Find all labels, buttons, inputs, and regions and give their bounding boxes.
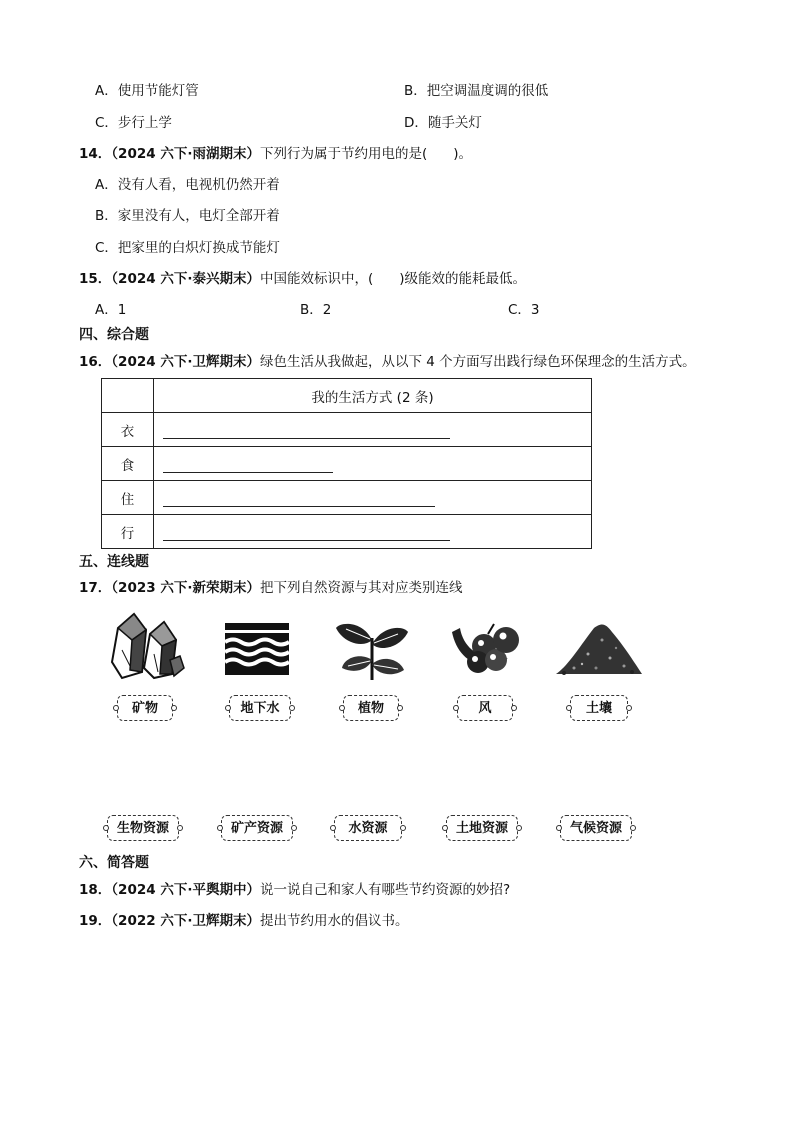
question-number: 18．	[79, 882, 112, 898]
row-label: 行	[102, 515, 154, 549]
q15-option-a: A．1	[95, 302, 127, 318]
table-row	[102, 447, 592, 481]
mineral-crystal-icon	[104, 610, 186, 682]
category-label-climate[interactable]: 气候资源	[560, 815, 632, 841]
table-header: 我的生活方式 (2 条)	[154, 379, 592, 413]
q14-option-b: B．家里没有人，电灯全部开着	[95, 208, 280, 224]
q14-option-c: C．把家里的白炽灯换成节能灯	[95, 240, 280, 256]
question-number: 16．	[79, 354, 112, 370]
question-source: （2022 六下·卫辉期末）	[111, 913, 260, 929]
section-heading: 六、简答题	[79, 855, 149, 871]
question-source: （2024 六下·雨湖期末）	[111, 146, 260, 162]
question-source: （2024 六下·泰兴期末）	[111, 271, 260, 287]
q15-option-b: B．2	[300, 302, 332, 318]
fruit-icon	[448, 618, 522, 680]
section-heading: 四、综合题	[79, 327, 149, 343]
answer-blank[interactable]	[163, 526, 450, 541]
item-label-soil[interactable]: 土壤	[570, 695, 628, 721]
groundwater-icon	[224, 622, 290, 676]
question-source: （2024 六下·卫辉期末）	[111, 354, 260, 370]
question-text: 把下列自然资源与其对应类别连线	[259, 580, 463, 596]
question-number: 15．	[79, 271, 112, 287]
item-label-wind[interactable]: 风	[457, 695, 513, 721]
question-number: 19．	[79, 913, 112, 929]
answer-blank[interactable]	[163, 458, 333, 473]
q14-stem	[79, 145, 472, 163]
question-text: 绿色生活从我做起，从以下 4 个方面写出践行绿色环保理念的生活方式。	[259, 354, 696, 370]
item-label-mineral[interactable]: 矿物	[117, 695, 173, 721]
q15-option-c: C．3	[508, 302, 540, 318]
question-text-end: )。	[453, 146, 473, 162]
q15-stem	[79, 270, 526, 288]
question-source: （2024 六下·平舆期中）	[111, 882, 260, 898]
q16-stem	[79, 353, 696, 371]
table-header-row	[102, 379, 592, 413]
question-number: 14．	[79, 146, 112, 162]
q17-stem	[79, 579, 462, 597]
q13-option-b: B．把空调温度调的很低	[404, 83, 549, 99]
q14-option-a: A．没有人看，电视机仍然开着	[95, 177, 280, 193]
category-label-biological[interactable]: 生物资源	[107, 815, 179, 841]
q13-option-a: A．使用节能灯管	[95, 83, 199, 99]
plant-icon	[332, 614, 412, 682]
category-label-land[interactable]: 土地资源	[446, 815, 518, 841]
q13-option-c: C．步行上学	[95, 115, 172, 131]
question-source: （2023 六下·新荣期末）	[111, 580, 260, 596]
q19-stem	[79, 912, 408, 930]
q18-stem	[79, 881, 510, 899]
item-label-plant[interactable]: 植物	[343, 695, 399, 721]
item-label-groundwater[interactable]: 地下水	[229, 695, 291, 721]
section-heading: 五、连线题	[79, 554, 149, 570]
question-text: 下列行为属于节约用电的是(	[259, 146, 428, 162]
row-label: 衣	[102, 413, 154, 447]
question-text: 说一说自己和家人有哪些节约资源的妙招?	[259, 882, 511, 898]
question-text: 中国能效标识中，(	[259, 271, 374, 287]
answer-blank[interactable]	[163, 424, 450, 439]
answer-blank[interactable]	[163, 492, 435, 507]
question-text-end: )级能效的能耗最低。	[399, 271, 527, 287]
q13-option-d: D．随手关灯	[404, 115, 482, 131]
soil-pile-icon	[554, 618, 644, 680]
table-row	[102, 481, 592, 515]
question-number: 17．	[79, 580, 112, 596]
row-label: 住	[102, 481, 154, 515]
category-label-mineral[interactable]: 矿产资源	[221, 815, 293, 841]
row-label: 食	[102, 447, 154, 481]
table-row	[102, 413, 592, 447]
question-text: 提出节约用水的倡议书。	[259, 913, 409, 929]
category-label-water[interactable]: 水资源	[334, 815, 402, 841]
lifestyle-table	[101, 378, 592, 549]
table-row	[102, 515, 592, 549]
